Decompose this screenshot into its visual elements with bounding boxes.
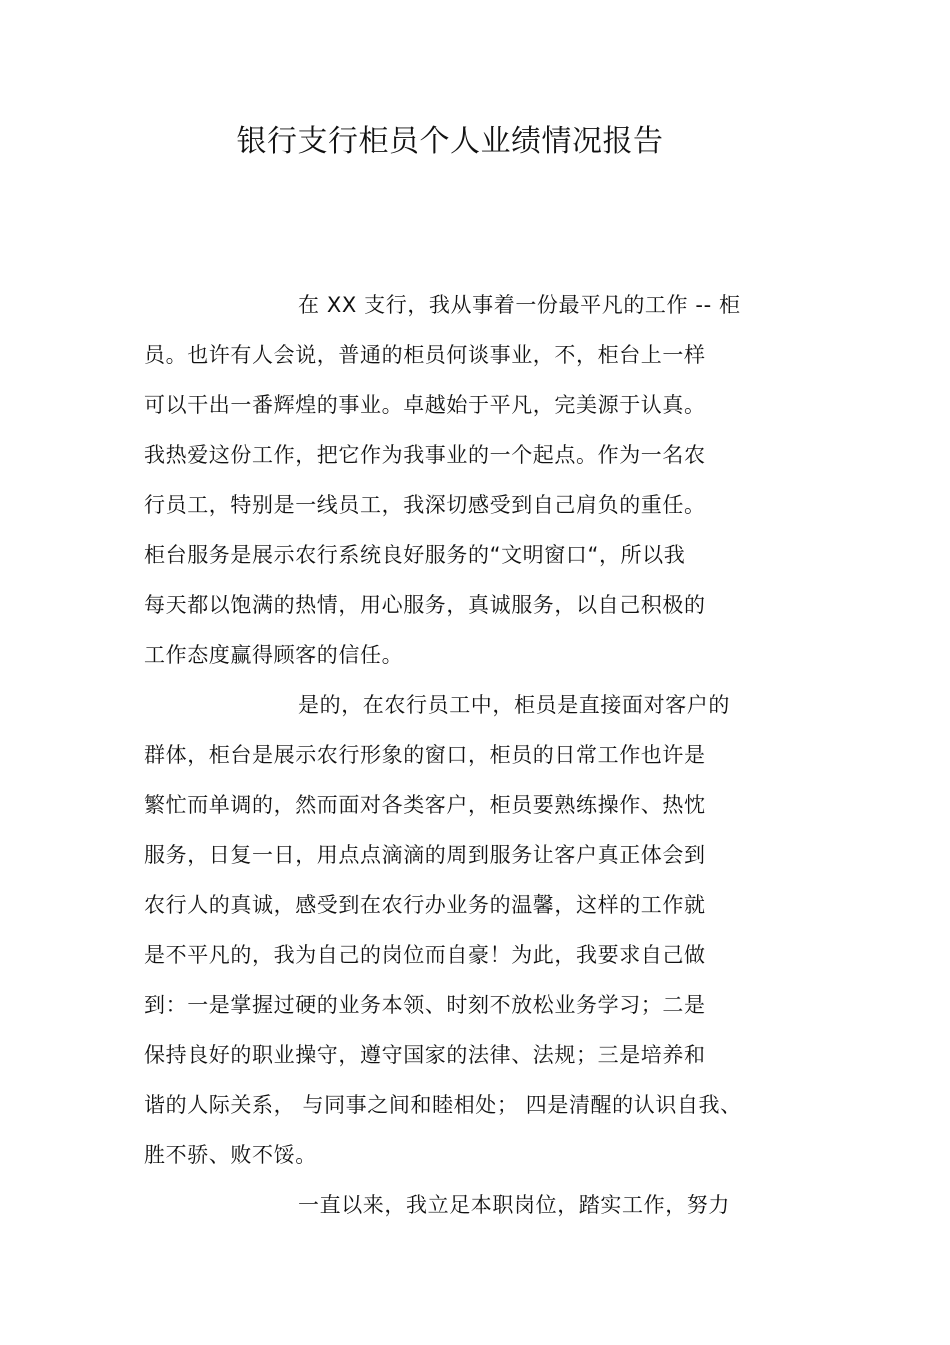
paragraph-line: 工作态度赢得顾客的信任。 xyxy=(144,643,404,667)
paragraph-line: 可以干出一番辉煌的事业。卓越始于平凡，完美源于认真。 xyxy=(144,393,706,417)
paragraph-line: 到：一是掌握过硬的业务本领、时刻不放松业务学习；二是 xyxy=(144,993,706,1017)
paragraph-line: 行员工，特别是一线员工，我深切感受到自己肩负的重任。 xyxy=(144,493,706,517)
paragraph-line: 胜不骄、败不馁。 xyxy=(144,1143,317,1167)
paragraph-line: 服务，日复一日，用点点滴滴的周到服务让客户真正体会到 xyxy=(144,843,706,867)
paragraph-line: 我热爱这份工作，把它作为我事业的一个起点。作为一名农 xyxy=(144,443,706,467)
paragraph-line: 谐的人际关系， 与同事之间和睦相处； 四是清醒的认识自我、 xyxy=(144,1093,742,1117)
paragraph-line: 繁忙而单调的，然而面对各类客户，柜员要熟练操作、热忱 xyxy=(144,793,706,817)
paragraph-line: 是的，在农行员工中，柜员是直接面对客户的 xyxy=(298,693,730,717)
paragraph-line: 每天都以饱满的热情，用心服务，真诚服务，以自己积极的 xyxy=(144,593,706,617)
paragraph-line: 群体，柜台是展示农行形象的窗口，柜员的日常工作也许是 xyxy=(144,743,706,767)
document-title: 银行支行柜员个人业绩情况报告 xyxy=(236,124,664,159)
paragraph-line: 是不平凡的，我为自己的岗位而自豪！为此，我要求自己做 xyxy=(144,943,706,967)
paragraph-line: 农行人的真诚，感受到在农行办业务的温馨，这样的工作就 xyxy=(144,893,706,917)
paragraph-line: 保持良好的职业操守，遵守国家的法律、法规；三是培养和 xyxy=(144,1043,706,1067)
paragraph-line: 柜台服务是展示农行系统良好服务的“文明窗口“，所以我 xyxy=(144,543,686,567)
paragraph-line: 在 XX 支行，我从事着一份最平凡的工作 -- 柜 xyxy=(298,293,741,317)
paragraph-line: 一直以来，我立足本职岗位，踏实工作，努力 xyxy=(298,1193,730,1217)
paragraph-line: 员。也许有人会说，普通的柜员何谈事业，不，柜台上一样 xyxy=(144,343,706,367)
